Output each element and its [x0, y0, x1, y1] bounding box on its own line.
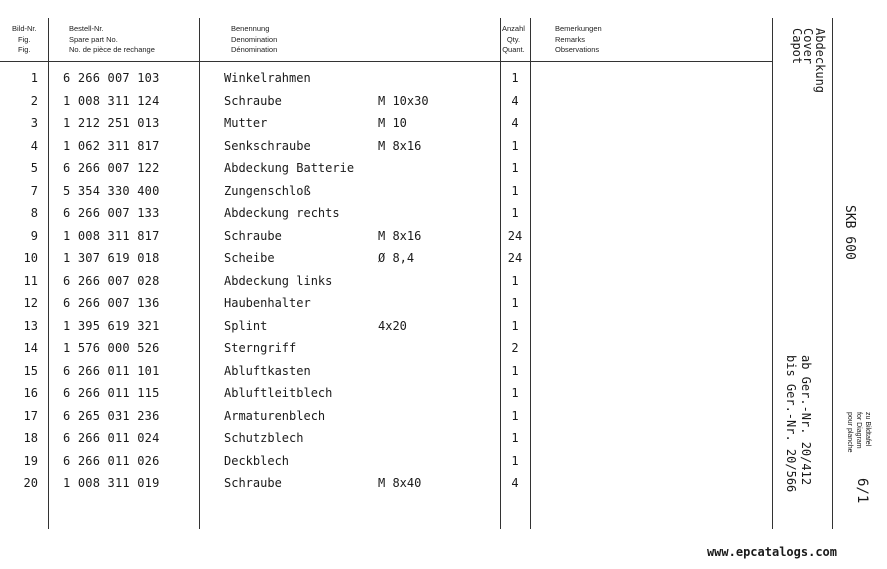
row-part-number: 1 576 000 526: [63, 341, 160, 355]
row-fig-number: 15: [23, 363, 38, 378]
row-name: Schraube: [224, 476, 282, 490]
row-part-number: 5 354 330 400: [63, 183, 160, 198]
row-size: M 8x16: [378, 228, 422, 243]
row-quantity: 4: [511, 93, 519, 108]
row-name: Abdeckung links: [224, 273, 333, 288]
website-link[interactable]: www.epcatalogs.com: [706, 545, 837, 559]
row-fig-number: 1: [30, 71, 38, 85]
serial-range: ab Ger.-Nr. 20/412 bis Ger.-Nr. 20/566: [784, 355, 813, 493]
row-fig-number: 12: [23, 296, 38, 310]
header-name: Benennung Denomination Dénomination: [231, 24, 278, 54]
table-row: [0, 274, 780, 296]
header-fig: Bild-Nr. Fig. Fig.: [12, 24, 37, 54]
row-part-number: 6 266 007 133: [63, 206, 160, 220]
row-quantity: 1: [511, 296, 519, 310]
row-size: M 8x40: [378, 476, 422, 490]
row-fig-number: 3: [30, 116, 38, 130]
row-name: Abdeckung Batterie: [224, 161, 355, 175]
table-row: [0, 229, 780, 251]
row-name: Scheibe: [224, 251, 275, 265]
row-fig-number: 13: [23, 318, 38, 333]
row-size: Ø 8,4: [378, 251, 415, 265]
row-quantity: 1: [511, 273, 519, 288]
row-quantity: 24: [507, 251, 523, 265]
row-name: Schraube: [224, 228, 282, 243]
row-name: Deckblech: [224, 453, 290, 468]
header-rule: [0, 61, 772, 62]
row-quantity: 4: [511, 476, 519, 490]
diagram-ref: zu Bildtafel for Diagram pour planche: [846, 412, 871, 453]
row-fig-number: 20: [23, 476, 38, 490]
table-row: [0, 161, 780, 183]
table-row: [0, 341, 780, 363]
table-row: [0, 206, 780, 228]
row-quantity: 1: [511, 453, 519, 468]
row-part-number: 1 212 251 013: [63, 116, 160, 130]
row-fig-number: 11: [23, 273, 38, 288]
table-row: [0, 386, 780, 408]
row-name: Abluftleitblech: [224, 386, 333, 400]
row-quantity: 1: [511, 431, 519, 445]
row-fig-number: 16: [23, 386, 38, 400]
row-part-number: 6 266 007 136: [63, 296, 160, 310]
row-name: Winkelrahmen: [224, 71, 311, 85]
table-row: [0, 116, 780, 138]
row-part-number: 1 307 619 018: [63, 251, 160, 265]
table-row: [0, 71, 780, 93]
row-fig-number: 17: [23, 408, 38, 423]
row-name: Abluftkasten: [224, 363, 311, 378]
row-part-number: 1 008 311 019: [63, 476, 160, 490]
row-quantity: 1: [511, 318, 519, 333]
row-part-number: 6 266 011 115: [63, 386, 160, 400]
row-part-number: 6 265 031 236: [63, 408, 160, 423]
row-quantity: 1: [511, 183, 519, 198]
table-row: [0, 184, 780, 206]
row-part-number: 6 266 011 101: [63, 363, 160, 378]
row-fig-number: 9: [30, 228, 38, 243]
row-quantity: 2: [511, 341, 519, 355]
table-row: [0, 476, 780, 498]
row-name: Senkschraube: [224, 138, 311, 153]
table-row: [0, 296, 780, 318]
row-fig-number: 10: [23, 251, 38, 265]
row-fig-number: 19: [23, 453, 38, 468]
section-title: Abdeckung Cover Capot: [790, 28, 827, 94]
row-name: Haubenhalter: [224, 296, 311, 310]
row-quantity: 1: [511, 206, 519, 220]
row-name: Mutter: [224, 116, 268, 130]
row-quantity: 24: [507, 228, 523, 243]
header-qty: Anzahl Qty. Quant.: [502, 24, 525, 54]
table-row: [0, 139, 780, 161]
row-fig-number: 7: [30, 183, 38, 198]
model-label: SKB 600: [842, 205, 857, 260]
row-part-number: 6 266 007 122: [63, 161, 160, 175]
header-part: Bestell-Nr. Spare part No. No. de pièce de rechange: [69, 24, 155, 54]
row-part-number: 6 266 007 028: [63, 273, 160, 288]
row-part-number: 6 266 007 103: [63, 71, 160, 85]
row-name: Sterngriff: [224, 341, 297, 355]
table-row: [0, 319, 780, 341]
table-row: [0, 409, 780, 431]
row-fig-number: 2: [30, 93, 38, 108]
row-quantity: 1: [511, 71, 519, 85]
row-part-number: 1 062 311 817: [63, 138, 160, 153]
row-quantity: 4: [511, 116, 519, 130]
col-divider-side: [832, 18, 833, 529]
header-remarks: Bemerkungen Remarks Observations: [555, 24, 602, 54]
row-size: M 8x16: [378, 138, 422, 153]
table-row: [0, 431, 780, 453]
row-fig-number: 5: [30, 161, 38, 175]
row-part-number: 6 266 011 026: [63, 453, 160, 468]
row-size: M 10: [378, 116, 407, 130]
table-row: [0, 454, 780, 476]
row-fig-number: 4: [30, 138, 38, 153]
row-fig-number: 8: [30, 206, 38, 220]
row-quantity: 1: [511, 161, 519, 175]
row-fig-number: 14: [23, 341, 38, 355]
row-size: M 10x30: [378, 93, 429, 108]
row-part-number: 1 395 619 321: [63, 318, 160, 333]
row-name: Splint: [224, 318, 268, 333]
row-name: Schutzblech: [224, 431, 304, 445]
row-name: Abdeckung rechts: [224, 206, 340, 220]
row-quantity: 1: [511, 386, 519, 400]
row-name: Zungenschloß: [224, 183, 311, 198]
row-fig-number: 18: [23, 431, 38, 445]
row-name: Schraube: [224, 93, 282, 108]
table-row: [0, 364, 780, 386]
row-quantity: 1: [511, 408, 519, 423]
row-quantity: 1: [511, 363, 519, 378]
table-row: [0, 94, 780, 116]
row-part-number: 1 008 311 817: [63, 228, 160, 243]
row-size: 4x20: [378, 318, 407, 333]
row-quantity: 1: [511, 138, 519, 153]
page-number: 6/1: [854, 478, 870, 504]
table-row: [0, 251, 780, 273]
row-part-number: 6 266 011 024: [63, 431, 160, 445]
row-name: Armaturenblech: [224, 408, 326, 423]
row-part-number: 1 008 311 124: [63, 93, 160, 108]
